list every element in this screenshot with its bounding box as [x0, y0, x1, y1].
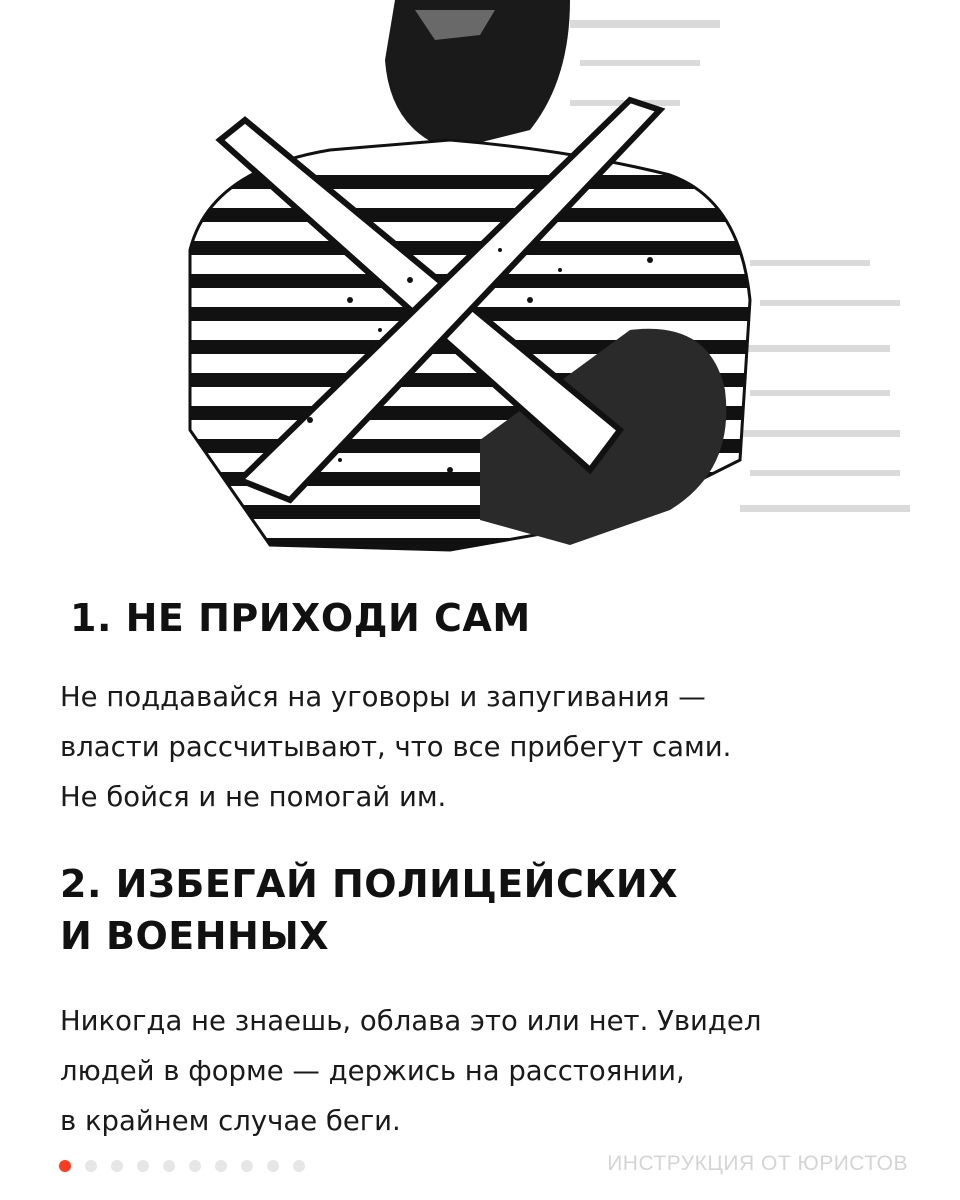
section-2-heading: [60, 858, 678, 962]
section-2-text: [60, 996, 761, 1146]
pagination-dot[interactable]: [215, 1160, 227, 1172]
pagination-dot[interactable]: [293, 1160, 305, 1172]
section-1-text: [60, 672, 731, 822]
crossed-arms-illustration: [150, 0, 930, 560]
pagination-dot[interactable]: [111, 1160, 123, 1172]
pagination-dot[interactable]: [267, 1160, 279, 1172]
section-1-line: власти рассчитывают, что все прибегут сами.: [60, 731, 732, 763]
pagination-dot[interactable]: [189, 1160, 201, 1172]
section-2-heading-line: И ВОЕННЫХ: [60, 914, 330, 958]
section-2-line: в крайнем случае беги.: [60, 1105, 401, 1137]
footer-label: ИНСТРУКЦИЯ ОТ ЮРИСТОВ: [607, 1152, 908, 1175]
pagination-dots: [59, 1160, 305, 1172]
section-1-line: Не бойся и не помогай им.: [60, 781, 447, 813]
section-2-line: Никогда не знаешь, облава это или нет. Увидел: [60, 1005, 762, 1037]
pagination-dot[interactable]: [85, 1160, 97, 1172]
pagination-dot[interactable]: [137, 1160, 149, 1172]
pagination-dot-active[interactable]: [59, 1160, 71, 1172]
section-2-heading-line: 2. ИЗБЕГАЙ ПОЛИЦЕЙСКИХ: [60, 862, 679, 906]
pagination-dot[interactable]: [163, 1160, 175, 1172]
section-1-line: Не поддавайся на уговоры и запугивания —: [60, 681, 706, 713]
pagination-dot[interactable]: [241, 1160, 253, 1172]
section-1-heading: 1. НЕ ПРИХОДИ САМ: [70, 596, 531, 640]
section-2-line: людей в форме — держись на расстоянии,: [60, 1055, 685, 1087]
